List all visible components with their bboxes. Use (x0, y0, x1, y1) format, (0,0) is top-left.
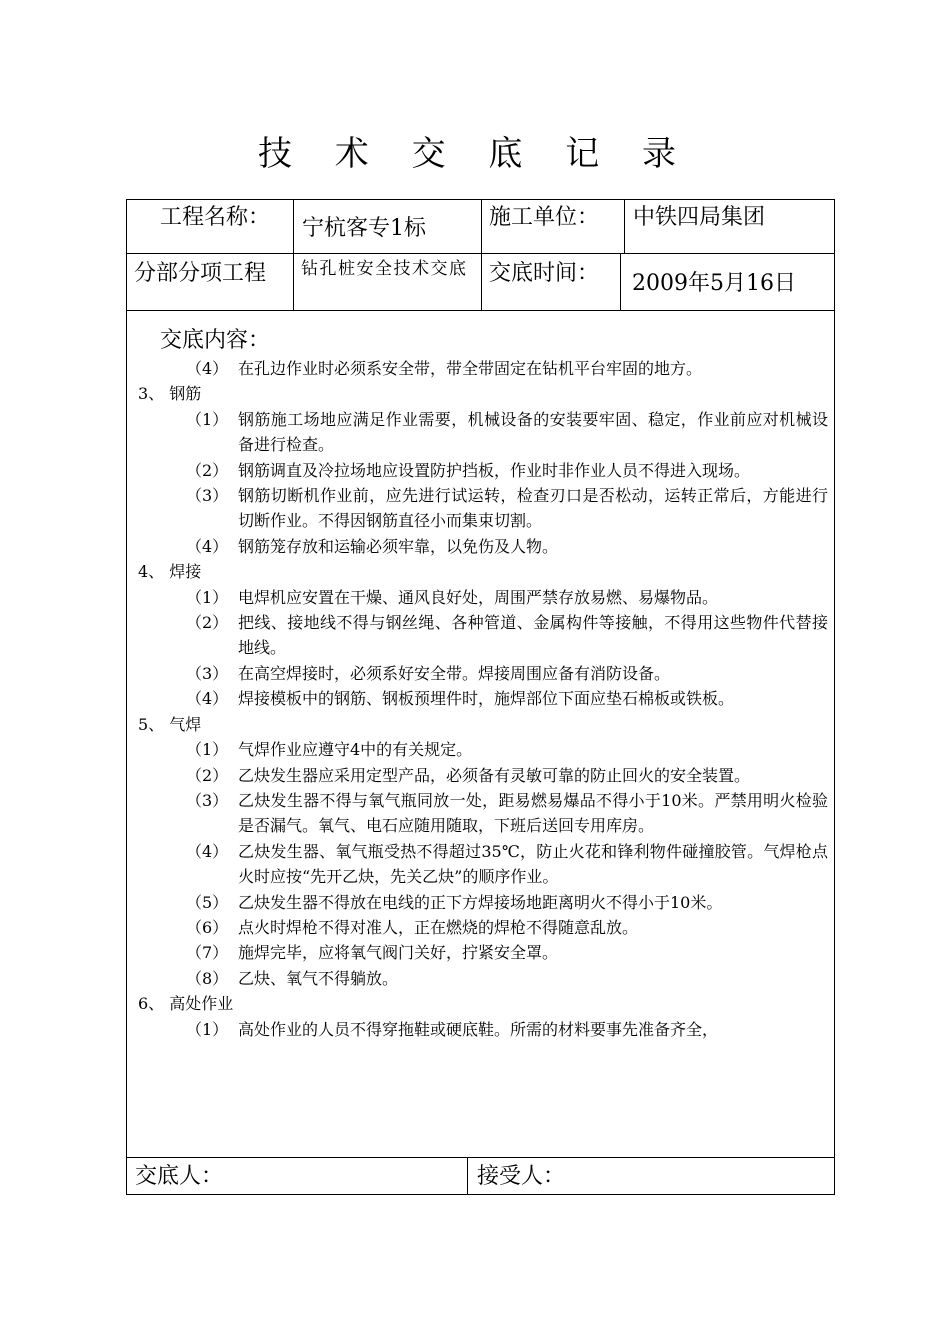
item-number: （2） (186, 460, 229, 480)
item-number: （4） (186, 689, 229, 709)
list-item (134, 890, 828, 915)
item-text: 钢筋切断机作业前，应先进行试运转，检查刃口是否松动，运转正常后，方能进行切断作业。不得因钢筋直径小而集束切割。 (238, 486, 828, 531)
section-heading: 6、 高处作业 (138, 994, 234, 1014)
content-body (134, 356, 828, 1042)
item-number: （1） (186, 587, 229, 607)
section-heading: 4、 焊接 (138, 562, 202, 582)
item-text: 钢筋笼存放和运输必须牢靠，以免伤及人物。 (238, 536, 559, 556)
item-number: （5） (186, 892, 229, 912)
item-text: 钢筋调直及冷拉场地应设置防护挡板，作业时非作业人员不得进入现场。 (238, 460, 751, 480)
item-number: （2） (186, 765, 229, 785)
item-number: （2） (186, 613, 229, 633)
list-item (134, 763, 828, 788)
item-text: 乙炔发生器应采用定型产品，必须备有灵敏可靠的防止回火的安全装置。 (238, 765, 751, 785)
page-title: 技 术 交 底 记 录 (257, 134, 693, 174)
item-text: 乙炔、氧气不得躺放。 (238, 968, 399, 988)
item-number: （7） (186, 943, 229, 963)
list-item (134, 686, 828, 711)
table-col-divider-3a (624, 199, 625, 253)
list-item (134, 966, 828, 991)
table-col-divider-3b (620, 253, 621, 310)
receiver-label: 接受人： (477, 1164, 566, 1189)
table-border-bottom (126, 1194, 835, 1195)
table-col-divider-1 (293, 199, 294, 310)
disclosure-date-value: 2009年5月16日 (632, 271, 796, 296)
list-item (134, 788, 828, 839)
item-text: 气焊作业应遵守4中的有关规定。 (238, 740, 473, 760)
table-footer-divider (467, 1157, 468, 1194)
item-text: 乙炔发生器不得放在电线的正下方焊接场地距离明火不得小于10米。 (238, 892, 723, 912)
item-number: （8） (186, 968, 229, 988)
item-number: （6） (186, 917, 229, 937)
disclosure-date-label: 交底时间： (489, 261, 600, 286)
item-text: 钢筋施工场地应满足作业需要，机械设备的安装要牢固、稳定，作业前应对机械设备进行检查。 (238, 409, 828, 455)
list-item (134, 610, 828, 661)
item-number: （4） (186, 841, 229, 861)
item-number: （1） (186, 740, 229, 760)
item-text: 焊接模板中的钢筋、钢板预埋件时，施焊部位下面应垫石棉板或铁板。 (238, 689, 735, 709)
construction-unit-value: 中铁四局集团 (633, 205, 766, 230)
list-item (134, 483, 828, 534)
content-label: 交底内容： (160, 328, 271, 353)
discloser-label: 交底人： (135, 1164, 224, 1189)
subproject-label: 分部分项工程 (134, 261, 267, 286)
item-number: （4） (186, 359, 229, 378)
list-item (134, 407, 828, 458)
item-number: （4） (186, 536, 229, 556)
list-item (134, 585, 828, 610)
subproject-value: 钻孔桩安全技术交底 (301, 259, 468, 279)
project-name-label: 工程名称： (160, 205, 271, 230)
item-text: 点火时焊枪不得对准人，正在燃烧的焊枪不得随意乱放。 (238, 917, 639, 937)
item-text: 施焊完毕，应将氧气阀门关好，拧紧安全罩。 (238, 943, 559, 963)
table-border-left (126, 199, 127, 1195)
table-border-right (834, 199, 835, 1195)
list-item (134, 839, 828, 890)
item-text: 电焊机应安置在干燥、通风良好处，周围严禁存放易燃、易爆物品。 (238, 587, 719, 607)
item-number: （3） (186, 486, 229, 506)
item-text: 乙炔发生器、氧气瓶受热不得超过35℃，防止火花和锋利物件碰撞胶管。气焊枪点火时应按“先开乙炔，先关乙炔”的顺序作业。 (238, 841, 828, 887)
list-item (134, 1017, 828, 1042)
project-name-value: 宁杭客专1标 (302, 216, 426, 241)
list-item (134, 356, 828, 381)
list-item (134, 915, 828, 940)
table-col-divider-2 (481, 199, 482, 310)
item-text: 乙炔发生器不得与氧气瓶同放一处，距易燃易爆品不得小于10米。严禁用明火检验是否漏气。氧气、电石应随用随取，下班后送回专用库房。 (238, 790, 828, 836)
table-divider-footer (126, 1157, 835, 1158)
list-item (134, 458, 828, 483)
item-number: （3） (186, 790, 229, 810)
list-item (134, 940, 828, 965)
item-text: 在孔边作业时必须系安全带，带全带固定在钻机平台牢固的地方。 (238, 359, 703, 378)
item-number: （3） (186, 663, 229, 683)
item-number: （1） (186, 1019, 229, 1039)
section-heading: 3、 钢筋 (138, 384, 202, 404)
list-item (134, 534, 828, 559)
item-number: （1） (186, 409, 229, 429)
table-divider-row2 (126, 310, 835, 311)
list-item (134, 737, 828, 762)
item-text: 把线、接地线不得与钢丝绳、各种管道、金属构件等接触，不得用这些物件代替接地线。 (238, 613, 828, 658)
list-item (134, 661, 828, 686)
item-text: 高处作业的人员不得穿拖鞋或硬底鞋。所需的材料要事先准备齐全， (238, 1019, 719, 1039)
section-heading: 5、 气焊 (138, 714, 202, 734)
item-text: 在高空焊接时，必须系好安全带。焊接周围应备有消防设备。 (238, 663, 671, 683)
construction-unit-label: 施工单位： (489, 205, 600, 230)
